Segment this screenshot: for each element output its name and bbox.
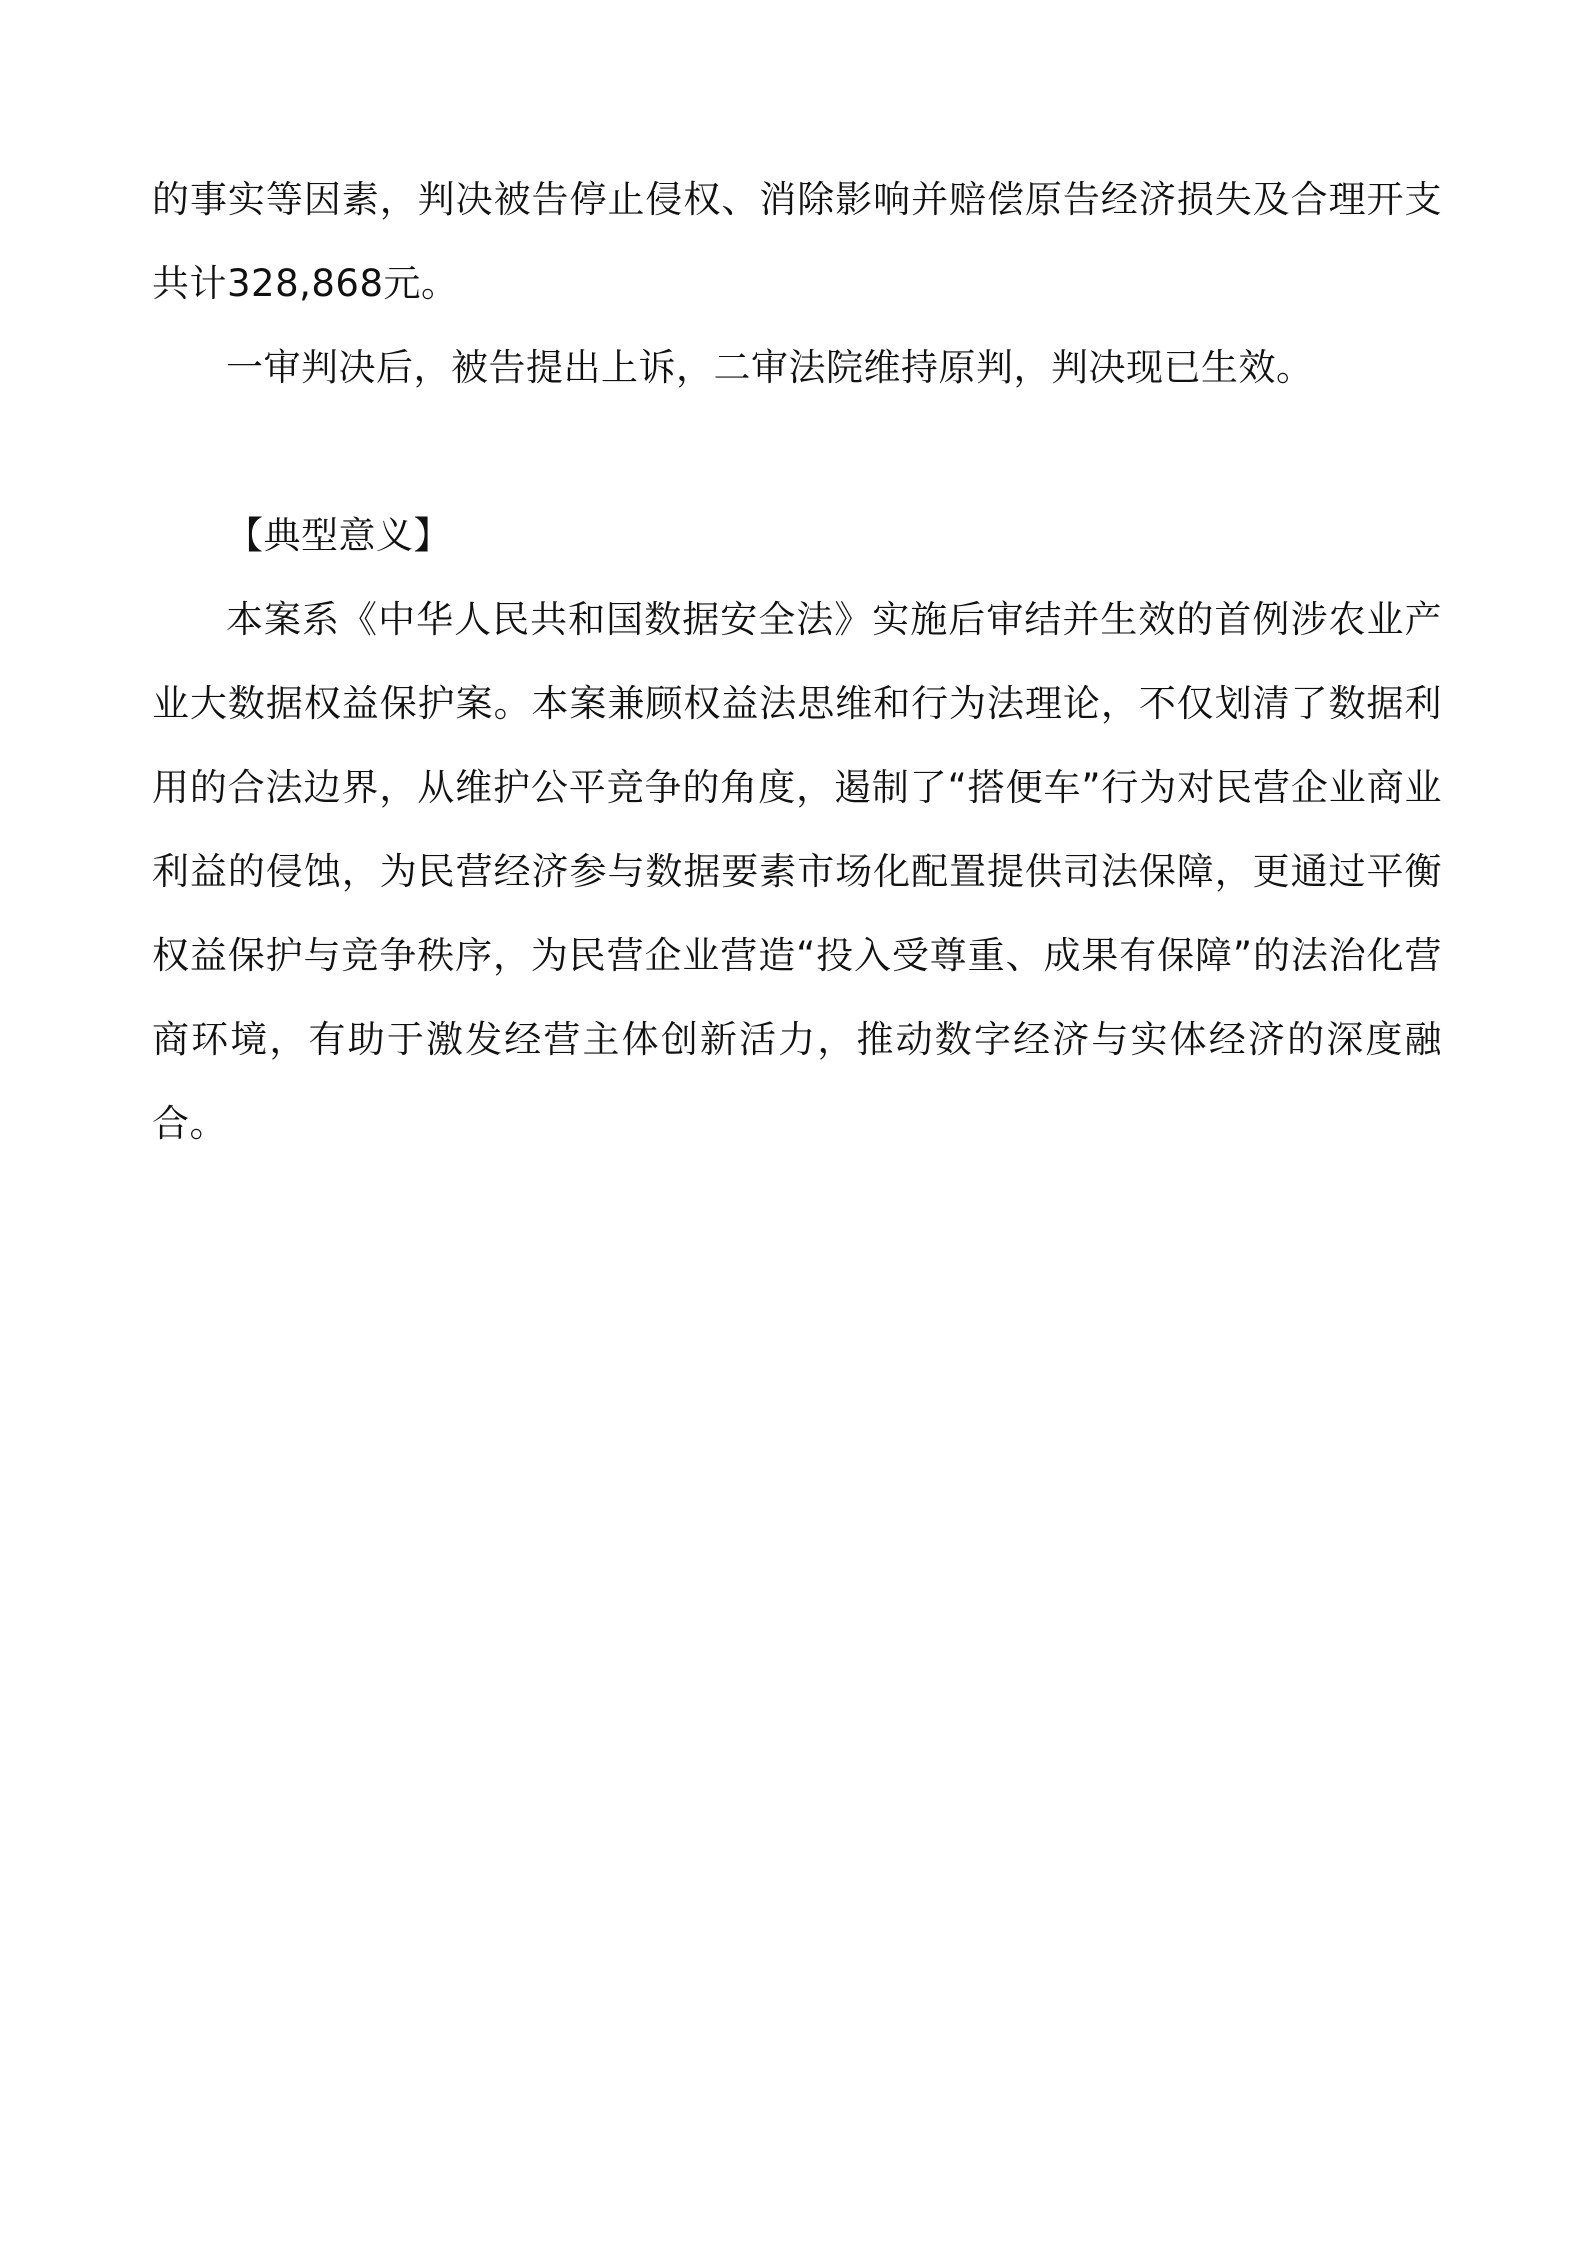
paragraph-spacer bbox=[152, 410, 1442, 494]
paragraph-judgment-continued: 的事实等因素，判决被告停止侵权、消除影响并赔偿原告经济损失及合理开支共计328,868元。 bbox=[152, 178, 1442, 305]
document-body bbox=[152, 158, 1442, 1166]
section-heading-typical-significance: 【典型意义】 bbox=[226, 514, 451, 557]
paragraph-appeal-result: 一审判决后，被告提出上诉，二审法院维持原判，判决现已生效。 bbox=[226, 346, 1314, 389]
paragraph-typical-significance: 本案系《中华人民共和国数据安全法》实施后审结并生效的首例涉农业产业大数据权益保护案。本案兼顾权益法思维和行为法理论，不仅划清了数据利用的合法边界，从维护公平竞争的角度，遏制了“搭便车”行为对民营企业商业利益的侵蚀，为民营经济参与数据要素市场化配置提供司法保障，更通过平衡权益保护与竞争秩序，为民营企业营造“投入受尊重、成果有保障”的法治化营商环境，有助于激发经营主体创新活力，推动数字经济与实体经济的深度融合。 bbox=[152, 598, 1442, 1145]
